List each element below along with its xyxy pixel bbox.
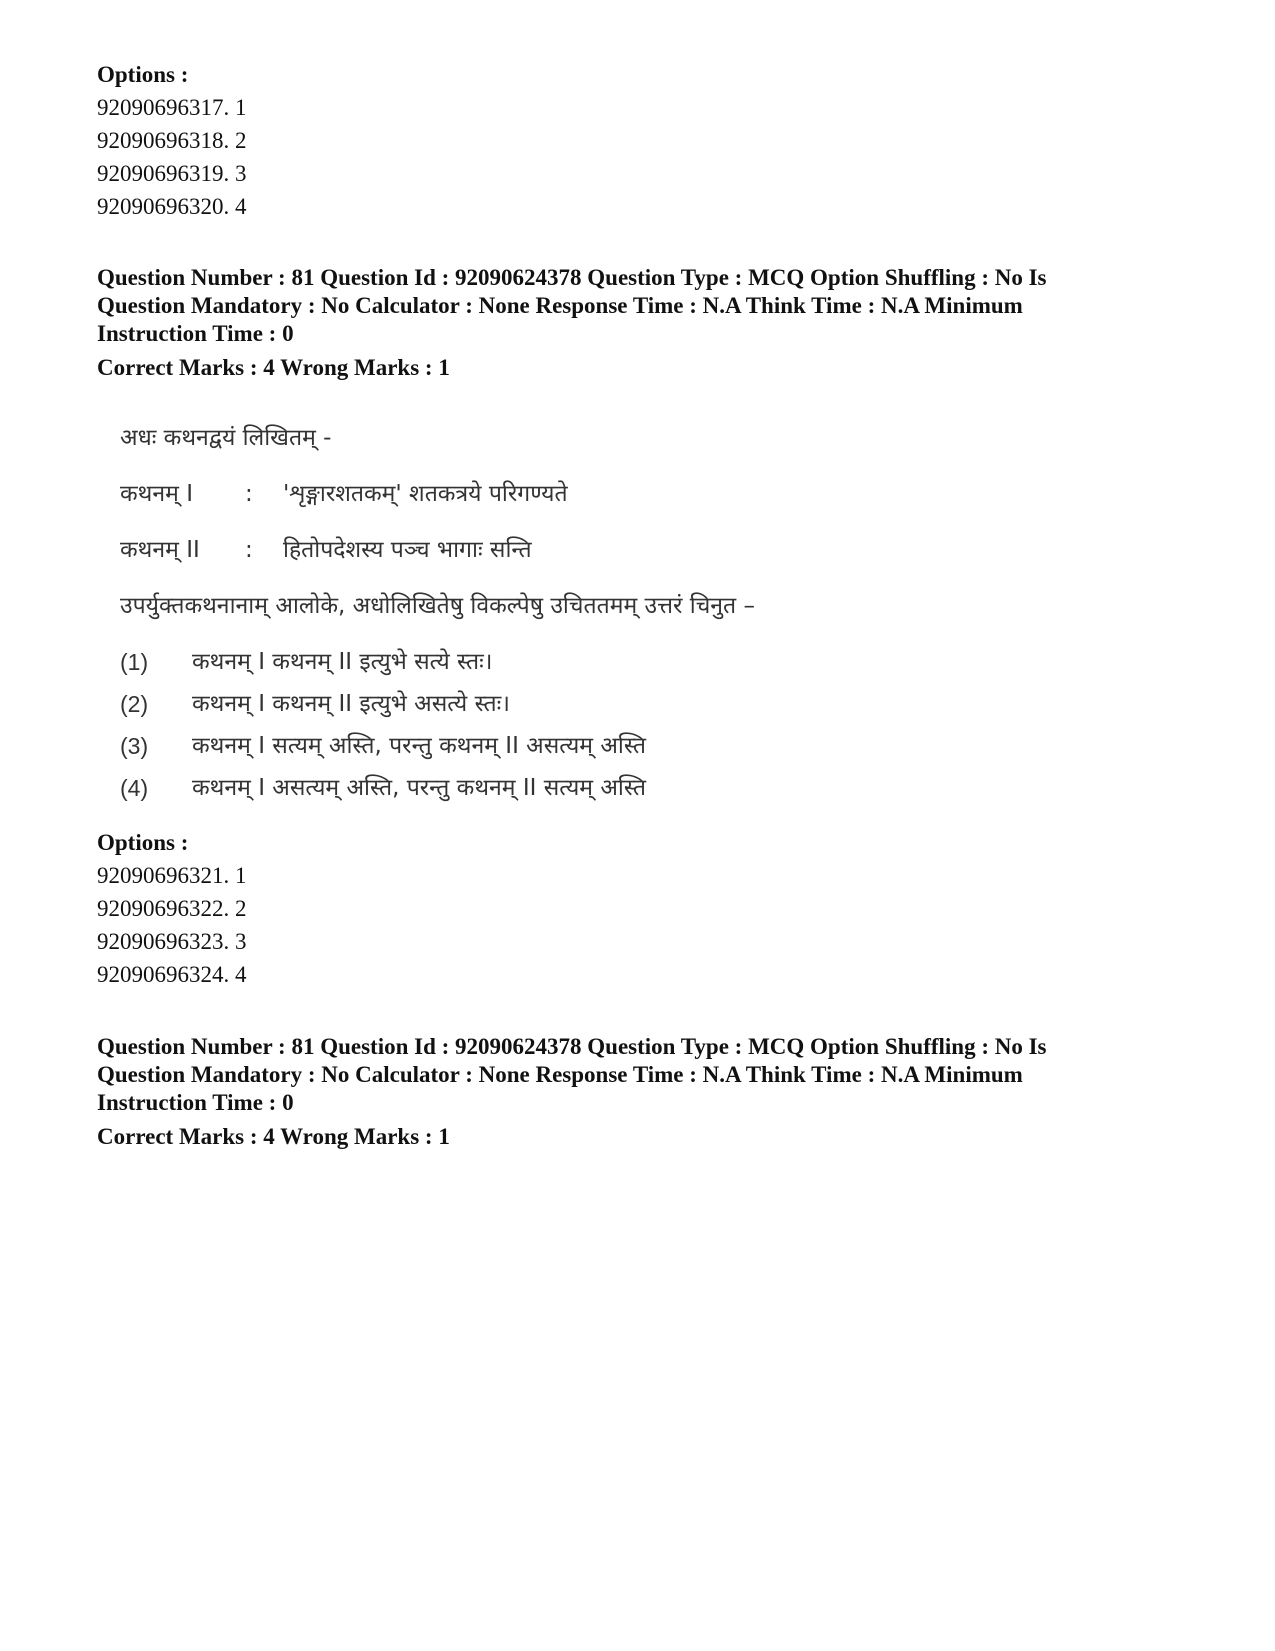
- answer-choice: [120, 728, 880, 770]
- choice-text: कथनम् I असत्यम् अस्ति, परन्तु कथनम् II सत्यम् अस्ति: [192, 775, 646, 801]
- choice-number: (3): [120, 733, 149, 759]
- statement-label: कथनम् I: [120, 481, 193, 507]
- option-item: 92090696319. 3: [97, 161, 247, 186]
- next-question-metadata: [97, 1033, 1197, 1151]
- options-heading: Options :: [97, 830, 189, 855]
- statement-label: कथनम् II: [120, 537, 200, 563]
- statement-colon: :: [245, 537, 253, 563]
- choice-number: (2): [120, 691, 149, 717]
- option-item: 92090696322. 2: [97, 896, 247, 921]
- statement-text: हितोपदेशस्य पञ्च भागाः सन्ति: [283, 537, 532, 563]
- choice-number: (4): [120, 775, 149, 801]
- choice-text: कथनम् I कथनम् II इत्युभे असत्ये स्तः।: [192, 691, 510, 717]
- statement-colon: :: [245, 481, 253, 507]
- option-item: 92090696321. 1: [97, 863, 247, 888]
- option-item: 92090696324. 4: [97, 962, 247, 987]
- choice-text: कथनम् I सत्यम् अस्ति, परन्तु कथनम् II असत्यम् अस्ति: [192, 733, 646, 759]
- question-meta-line: Question Mandatory : No Calculator : None Response Time : N.A Think Time : N.A Minimum: [97, 1062, 1023, 1087]
- question-marks: Correct Marks : 4 Wrong Marks : 1: [97, 355, 450, 380]
- option-item: 92090696317. 1: [97, 95, 247, 120]
- options-block-top: [97, 58, 247, 223]
- statement-text: 'शृङ्गारशतकम्' शतकत्रये परिगण्यते: [283, 481, 568, 507]
- statement-row: [120, 532, 880, 588]
- question-meta-line: Question Number : 81 Question Id : 92090624378 Question Type : MCQ Option Shuffling : No Is: [97, 265, 1047, 290]
- question-body: [120, 420, 880, 812]
- choice-number: (1): [120, 649, 149, 675]
- option-item: 92090696320. 4: [97, 194, 247, 219]
- answer-choice: [120, 686, 880, 728]
- question-meta-line: Question Number : 81 Question Id : 92090624378 Question Type : MCQ Option Shuffling : No Is: [97, 1034, 1047, 1059]
- answer-choice: [120, 644, 880, 686]
- question-intro: अधः कथनद्वयं लिखितम् -: [120, 425, 332, 451]
- choice-text: कथनम् I कथनम् II इत्युभे सत्ये स्तः।: [192, 649, 493, 675]
- options-block-middle: [97, 826, 247, 991]
- question-prompt: उपर्युक्तकथनानाम् आलोके, अधोलिखितेषु विकल्पेषु उचिततमम् उत्तरं चिनुत –: [120, 593, 755, 619]
- option-item: 92090696318. 2: [97, 128, 247, 153]
- options-heading: Options :: [97, 62, 189, 87]
- option-item: 92090696323. 3: [97, 929, 247, 954]
- question-meta-line: Instruction Time : 0: [97, 1090, 294, 1115]
- question-meta-line: Instruction Time : 0: [97, 321, 294, 346]
- question-marks: Correct Marks : 4 Wrong Marks : 1: [97, 1124, 450, 1149]
- answer-choice: [120, 770, 880, 812]
- statement-row: [120, 476, 880, 532]
- question-metadata: [97, 264, 1197, 382]
- question-meta-line: Question Mandatory : No Calculator : None Response Time : N.A Think Time : N.A Minimum: [97, 293, 1023, 318]
